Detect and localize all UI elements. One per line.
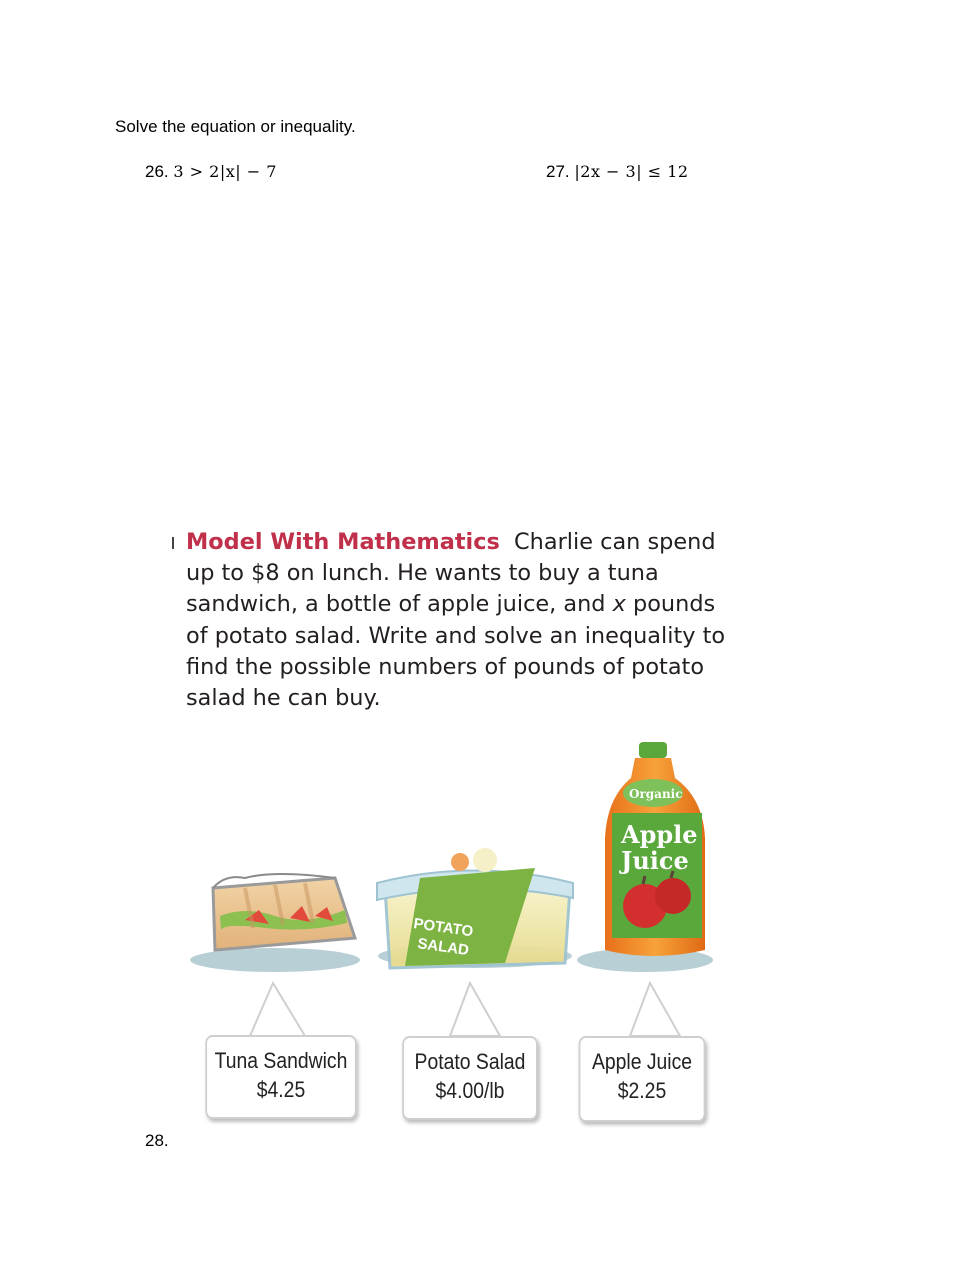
callout-pointer — [250, 983, 305, 1036]
item-price: $4.00/lb — [435, 1078, 505, 1103]
apple-juice-image — [605, 742, 705, 956]
bottle-brand: Organic — [629, 787, 683, 801]
plate-shadow — [190, 948, 360, 972]
container-label-line2: SALAD — [416, 935, 470, 960]
word-problem — [186, 527, 731, 714]
item-name: Apple Juice — [591, 1049, 693, 1074]
bottle-label-line2: Juice — [621, 846, 689, 875]
tuna-sandwich-image — [213, 874, 355, 950]
bottle-label-line1: Apple — [621, 820, 698, 849]
price-label-potato-salad — [402, 1036, 538, 1120]
instructions: Solve the equation or inequality. — [115, 117, 356, 136]
problem-28-number: 28. — [145, 1131, 169, 1150]
callout-pointer — [450, 983, 500, 1036]
word-problem-text-part2: pounds of potato salad. Write and solve an inequality to find the possible numbers of pounds of potato salad he can buy. — [186, 591, 726, 712]
container-label-line1: POTATO — [412, 915, 475, 941]
item-price: $2.25 — [617, 1078, 667, 1103]
problem-expression: |2x − 3| ≤ 12 — [574, 162, 689, 181]
problem-27 — [546, 162, 689, 182]
callout-pointer — [630, 983, 680, 1036]
margin-tick — [172, 537, 174, 549]
problem-number: 27. — [546, 162, 570, 181]
problem-26 — [145, 162, 277, 182]
item-name: Tuna Sandwich — [214, 1048, 348, 1073]
problem-expression: 3 > 2|x| − 7 — [173, 162, 277, 181]
price-label-tuna-sandwich — [205, 1035, 356, 1119]
word-problem-text-part1: Charlie can spend up to $8 on lunch. He wants to buy a tuna sandwich, a bottle of apple juice, and — [186, 529, 716, 618]
word-problem-variable: x — [612, 591, 626, 618]
problem-number: 26. — [145, 162, 169, 181]
price-label-apple-juice — [579, 1036, 706, 1122]
item-price: $4.25 — [256, 1077, 306, 1102]
word-problem-heading: Model With Mathematics — [186, 529, 500, 555]
item-name: Potato Salad — [414, 1049, 526, 1074]
lunch-items-illustration — [185, 738, 725, 1038]
potato-salad-image — [377, 848, 573, 968]
